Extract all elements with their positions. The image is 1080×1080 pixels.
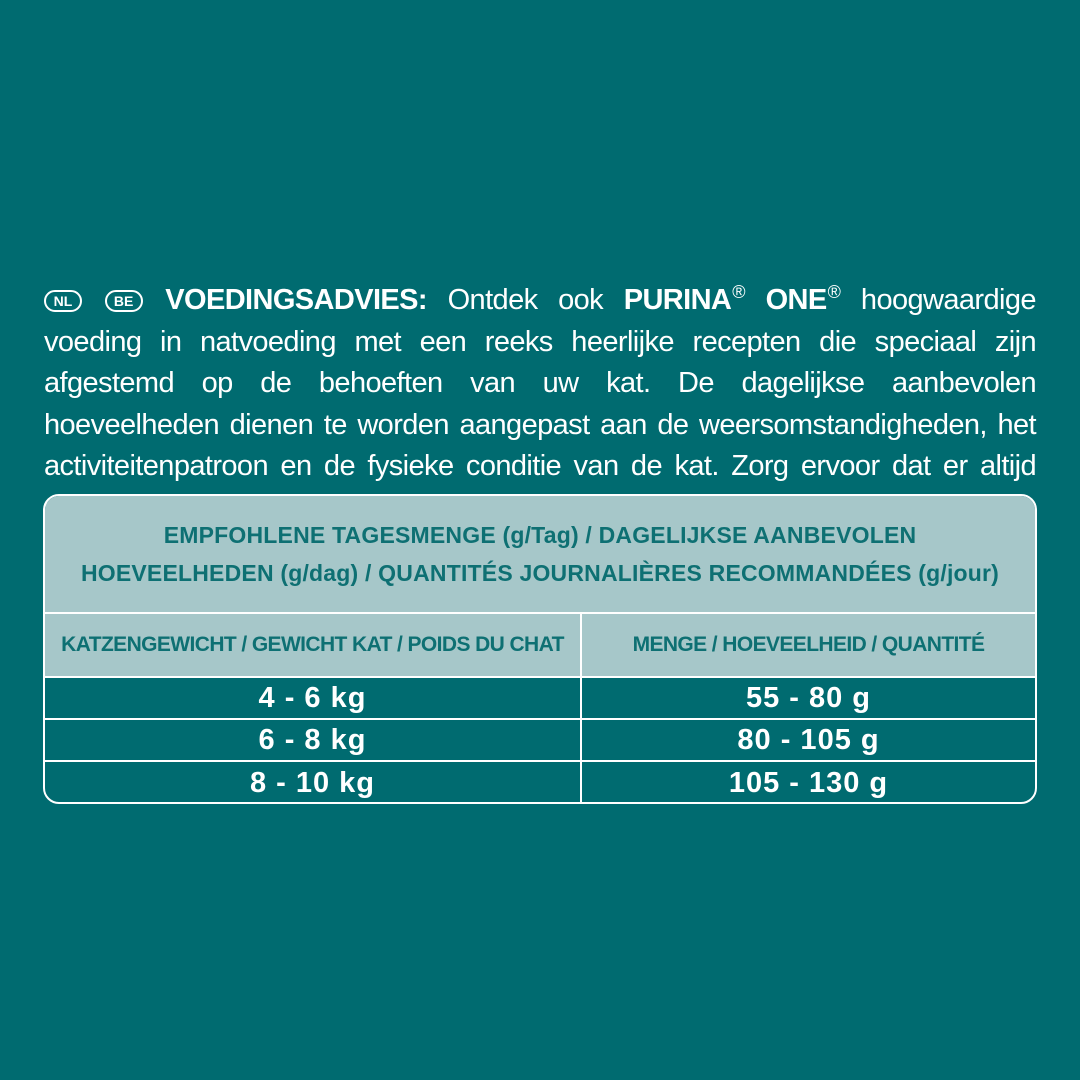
table-row (45, 720, 1035, 762)
column-header-weight: KATZENGEWICHT / GEWICHT KAT / POIDS DU CHAT (45, 614, 582, 676)
table-row (45, 762, 1035, 804)
registered-mark-1: ® (732, 282, 745, 302)
registered-mark-2: ® (827, 282, 841, 302)
cell-amount: 105 - 130 g (728, 766, 889, 799)
cell-amount: 80 - 105 g (737, 723, 880, 756)
feeding-table (43, 494, 1037, 804)
advice-body-text: hoogwaardige voeding in natvoeding met een reeks heerlijke recepten die speciaal zijn afgestemd op de behoeften van uw kat. De dagelijkse aanbevolen hoeveelheden dienen te worden aangepast aan de weersomstandigheden, het activiteitenpatroon en de fysieke conditie van de kat. Zorg ervoor dat er altijd (44, 284, 1036, 482)
advice-heading: VOEDINGSADVIES: (165, 284, 427, 316)
cell-weight: 6 - 8 kg (45, 720, 582, 760)
brand-purina-text: PURINA (623, 284, 732, 316)
cell-weight: 8 - 10 kg (45, 762, 582, 804)
table-row (45, 678, 1035, 720)
table-body (45, 678, 1035, 804)
brand-one-text: ONE (765, 284, 827, 316)
advice-intro-text: Ontdek ook (447, 284, 604, 316)
cell-weight: 4 - 6 kg (45, 678, 582, 718)
table-column-headers (45, 614, 1035, 678)
country-badge-nl: NL (44, 290, 82, 312)
country-badge-be: BE (105, 290, 143, 312)
table-title-line-2: HOEVEELHEDEN (g/dag) / QUANTITÉS JOURNALIÈRES RECOMMANDÉES (g/jour) (80, 560, 1000, 586)
column-header-amount: MENGE / HOEVEELHEID / QUANTITÉ (632, 633, 985, 656)
table-title (45, 496, 1035, 614)
table-title-line-1: EMPFOHLENE TAGESMENGE (g/Tag) / DAGELIJKSE AANBEVOLEN (163, 522, 917, 548)
feeding-advice-paragraph (44, 272, 1036, 529)
brand-purina (624, 284, 745, 316)
cell-amount: 55 - 80 g (745, 681, 872, 714)
brand-one (766, 284, 841, 316)
